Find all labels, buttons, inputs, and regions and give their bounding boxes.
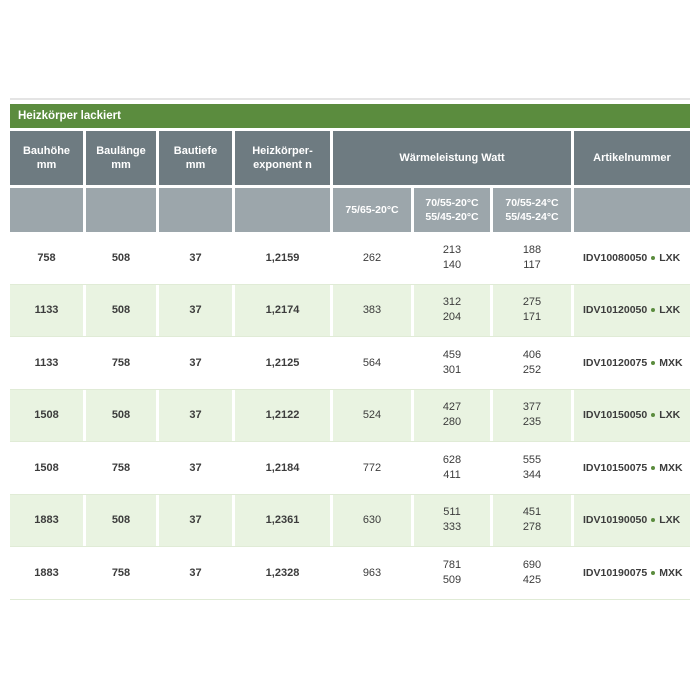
header-artikelnummer: Artikelnummer bbox=[574, 131, 690, 185]
table-header-row bbox=[10, 131, 690, 185]
table-row bbox=[10, 547, 690, 600]
artikel-number: IDV10080050 bbox=[583, 251, 648, 264]
watt-value: 406 bbox=[522, 348, 542, 361]
subheader-label: 55/45-20°C bbox=[425, 211, 479, 223]
cell-baulaenge: 508 bbox=[86, 495, 156, 547]
watt-value: 344 bbox=[522, 468, 542, 481]
subheader-70-55-24 bbox=[493, 188, 571, 232]
artikel-suffix: MXK bbox=[659, 461, 683, 474]
cell-watt-70-55-20 bbox=[414, 285, 490, 337]
cell-exponent: 1,2122 bbox=[235, 390, 330, 442]
cell-artikelnummer bbox=[574, 337, 690, 389]
watt-value: 511 bbox=[443, 506, 461, 519]
cell-baulaenge: 508 bbox=[86, 390, 156, 442]
section-divider bbox=[10, 98, 690, 100]
cell-bauhoehe: 1133 bbox=[10, 285, 83, 337]
subheader-70-55-20 bbox=[414, 188, 490, 232]
cell-watt-70-55-24 bbox=[493, 547, 571, 599]
table-row bbox=[10, 495, 690, 548]
cell-exponent: 1,2361 bbox=[235, 495, 330, 547]
watt-value: 117 bbox=[523, 258, 541, 271]
watt-value: 280 bbox=[442, 416, 462, 429]
cell-bautiefe: 37 bbox=[159, 232, 232, 284]
watt-value: 555 bbox=[522, 453, 542, 466]
watt-value: 459 bbox=[442, 348, 462, 361]
header-label: mm bbox=[36, 159, 57, 171]
artikel-suffix: LXK bbox=[659, 409, 681, 422]
cell-watt-75-65: 262 bbox=[333, 232, 411, 284]
artikel-suffix: MXK bbox=[659, 566, 683, 579]
watt-value: 690 bbox=[522, 558, 542, 571]
subheader-label: 70/55-20°C bbox=[425, 197, 479, 209]
subheader-empty bbox=[10, 188, 83, 232]
subheader-empty bbox=[86, 188, 156, 232]
header-exponent bbox=[235, 131, 330, 185]
subheader-label: 70/55-24°C bbox=[505, 197, 559, 209]
watt-value: 333 bbox=[442, 521, 462, 534]
artikel-suffix: MXK bbox=[659, 356, 683, 369]
watt-value: 204 bbox=[442, 311, 462, 324]
color-dot-icon bbox=[651, 308, 655, 312]
artikel-number: IDV10190050 bbox=[583, 514, 648, 527]
watt-value: 140 bbox=[442, 258, 462, 271]
header-waermeleistung: Wärmeleistung Watt bbox=[333, 131, 571, 185]
artikel-number: IDV10120050 bbox=[583, 304, 648, 317]
table-body bbox=[10, 232, 690, 600]
watt-value: 312 bbox=[442, 296, 462, 309]
cell-baulaenge: 758 bbox=[86, 547, 156, 599]
cell-watt-75-65: 630 bbox=[333, 495, 411, 547]
cell-bautiefe: 37 bbox=[159, 285, 232, 337]
cell-baulaenge: 508 bbox=[86, 232, 156, 284]
color-dot-icon bbox=[651, 361, 655, 365]
watt-value: 213 bbox=[442, 243, 462, 256]
subheader-label: 75/65-20°C bbox=[345, 204, 399, 216]
cell-watt-70-55-24 bbox=[493, 495, 571, 547]
watt-value: 427 bbox=[442, 401, 462, 414]
color-dot-icon bbox=[651, 518, 655, 522]
watt-value: 275 bbox=[522, 296, 542, 309]
header-label: mm bbox=[111, 159, 131, 171]
cell-watt-70-55-20 bbox=[414, 495, 490, 547]
cell-bauhoehe: 758 bbox=[10, 232, 83, 284]
watt-value: 188 bbox=[522, 243, 542, 256]
cell-artikelnummer bbox=[574, 495, 690, 547]
header-label: Bautiefe bbox=[173, 145, 218, 157]
cell-watt-70-55-20 bbox=[414, 547, 490, 599]
color-dot-icon bbox=[651, 256, 655, 260]
subheader-empty bbox=[574, 188, 690, 232]
table-row bbox=[10, 232, 690, 285]
cell-watt-75-65: 383 bbox=[333, 285, 411, 337]
watt-value: 509 bbox=[442, 573, 462, 586]
cell-baulaenge: 758 bbox=[86, 442, 156, 494]
cell-watt-70-55-20 bbox=[414, 337, 490, 389]
cell-exponent: 1,2125 bbox=[235, 337, 330, 389]
artikel-suffix: LXK bbox=[659, 304, 681, 317]
cell-watt-70-55-24 bbox=[493, 442, 571, 494]
header-label: Baulänge bbox=[96, 145, 146, 157]
cell-bauhoehe: 1883 bbox=[10, 495, 83, 547]
cell-exponent: 1,2184 bbox=[235, 442, 330, 494]
cell-bautiefe: 37 bbox=[159, 390, 232, 442]
header-label: exponent n bbox=[253, 159, 312, 171]
radiator-spec-table bbox=[10, 98, 690, 600]
cell-watt-70-55-20 bbox=[414, 232, 490, 284]
watt-value: 425 bbox=[522, 573, 542, 586]
artikel-number: IDV10120075 bbox=[583, 356, 648, 369]
watt-value: 377 bbox=[522, 401, 542, 414]
cell-artikelnummer bbox=[574, 232, 690, 284]
cell-baulaenge: 508 bbox=[86, 285, 156, 337]
watt-value: 301 bbox=[442, 363, 462, 376]
cell-watt-70-55-24 bbox=[493, 232, 571, 284]
artikel-suffix: LXK bbox=[659, 251, 681, 264]
table-row bbox=[10, 390, 690, 443]
table-row bbox=[10, 337, 690, 390]
watt-value: 451 bbox=[522, 506, 542, 519]
cell-artikelnummer bbox=[574, 442, 690, 494]
table-row bbox=[10, 442, 690, 495]
color-dot-icon bbox=[651, 571, 655, 575]
watt-value: 781 bbox=[442, 558, 462, 571]
cell-artikelnummer bbox=[574, 547, 690, 599]
table-row bbox=[10, 285, 690, 338]
cell-exponent: 1,2328 bbox=[235, 547, 330, 599]
cell-bauhoehe: 1883 bbox=[10, 547, 83, 599]
cell-watt-75-65: 524 bbox=[333, 390, 411, 442]
cell-watt-70-55-24 bbox=[493, 285, 571, 337]
cell-exponent: 1,2159 bbox=[235, 232, 330, 284]
cell-watt-75-65: 564 bbox=[333, 337, 411, 389]
header-bauhoehe bbox=[10, 131, 83, 185]
header-label: Heizkörper- bbox=[252, 145, 313, 157]
cell-baulaenge: 758 bbox=[86, 337, 156, 389]
artikel-number: IDV10190075 bbox=[583, 566, 648, 579]
color-dot-icon bbox=[651, 466, 655, 470]
header-label: mm bbox=[185, 159, 206, 171]
cell-bauhoehe: 1508 bbox=[10, 390, 83, 442]
subheader-empty bbox=[159, 188, 232, 232]
cell-bautiefe: 37 bbox=[159, 337, 232, 389]
header-label: Bauhöhe bbox=[22, 145, 71, 157]
watt-value: 252 bbox=[522, 363, 542, 376]
cell-watt-75-65: 772 bbox=[333, 442, 411, 494]
cell-watt-70-55-20 bbox=[414, 442, 490, 494]
artikel-number: IDV10150075 bbox=[583, 461, 648, 474]
watt-value: 278 bbox=[522, 521, 542, 534]
cell-bauhoehe: 1133 bbox=[10, 337, 83, 389]
cell-watt-70-55-24 bbox=[493, 390, 571, 442]
cell-watt-70-55-24 bbox=[493, 337, 571, 389]
cell-watt-75-65: 963 bbox=[333, 547, 411, 599]
watt-value: 411 bbox=[443, 468, 461, 481]
watt-value: 171 bbox=[522, 311, 542, 324]
subheader-75-65 bbox=[333, 188, 411, 232]
cell-bauhoehe: 1508 bbox=[10, 442, 83, 494]
watt-value: 235 bbox=[522, 416, 542, 429]
header-bautiefe bbox=[159, 131, 232, 185]
table-title-bar bbox=[10, 104, 690, 128]
cell-exponent: 1,2174 bbox=[235, 285, 330, 337]
color-dot-icon bbox=[651, 413, 655, 417]
subheader-empty bbox=[235, 188, 330, 232]
header-baulaenge bbox=[86, 131, 156, 185]
cell-bautiefe: 37 bbox=[159, 547, 232, 599]
subheader-label: 55/45-24°C bbox=[505, 211, 559, 223]
watt-value: 628 bbox=[442, 453, 462, 466]
table-subheader-row bbox=[10, 188, 690, 232]
cell-bautiefe: 37 bbox=[159, 442, 232, 494]
artikel-number: IDV10150050 bbox=[583, 409, 648, 422]
artikel-suffix: LXK bbox=[659, 514, 681, 527]
cell-artikelnummer bbox=[574, 390, 690, 442]
cell-watt-70-55-20 bbox=[414, 390, 490, 442]
table-title: Heizkörper lackiert bbox=[18, 110, 121, 122]
cell-artikelnummer bbox=[574, 285, 690, 337]
cell-bautiefe: 37 bbox=[159, 495, 232, 547]
